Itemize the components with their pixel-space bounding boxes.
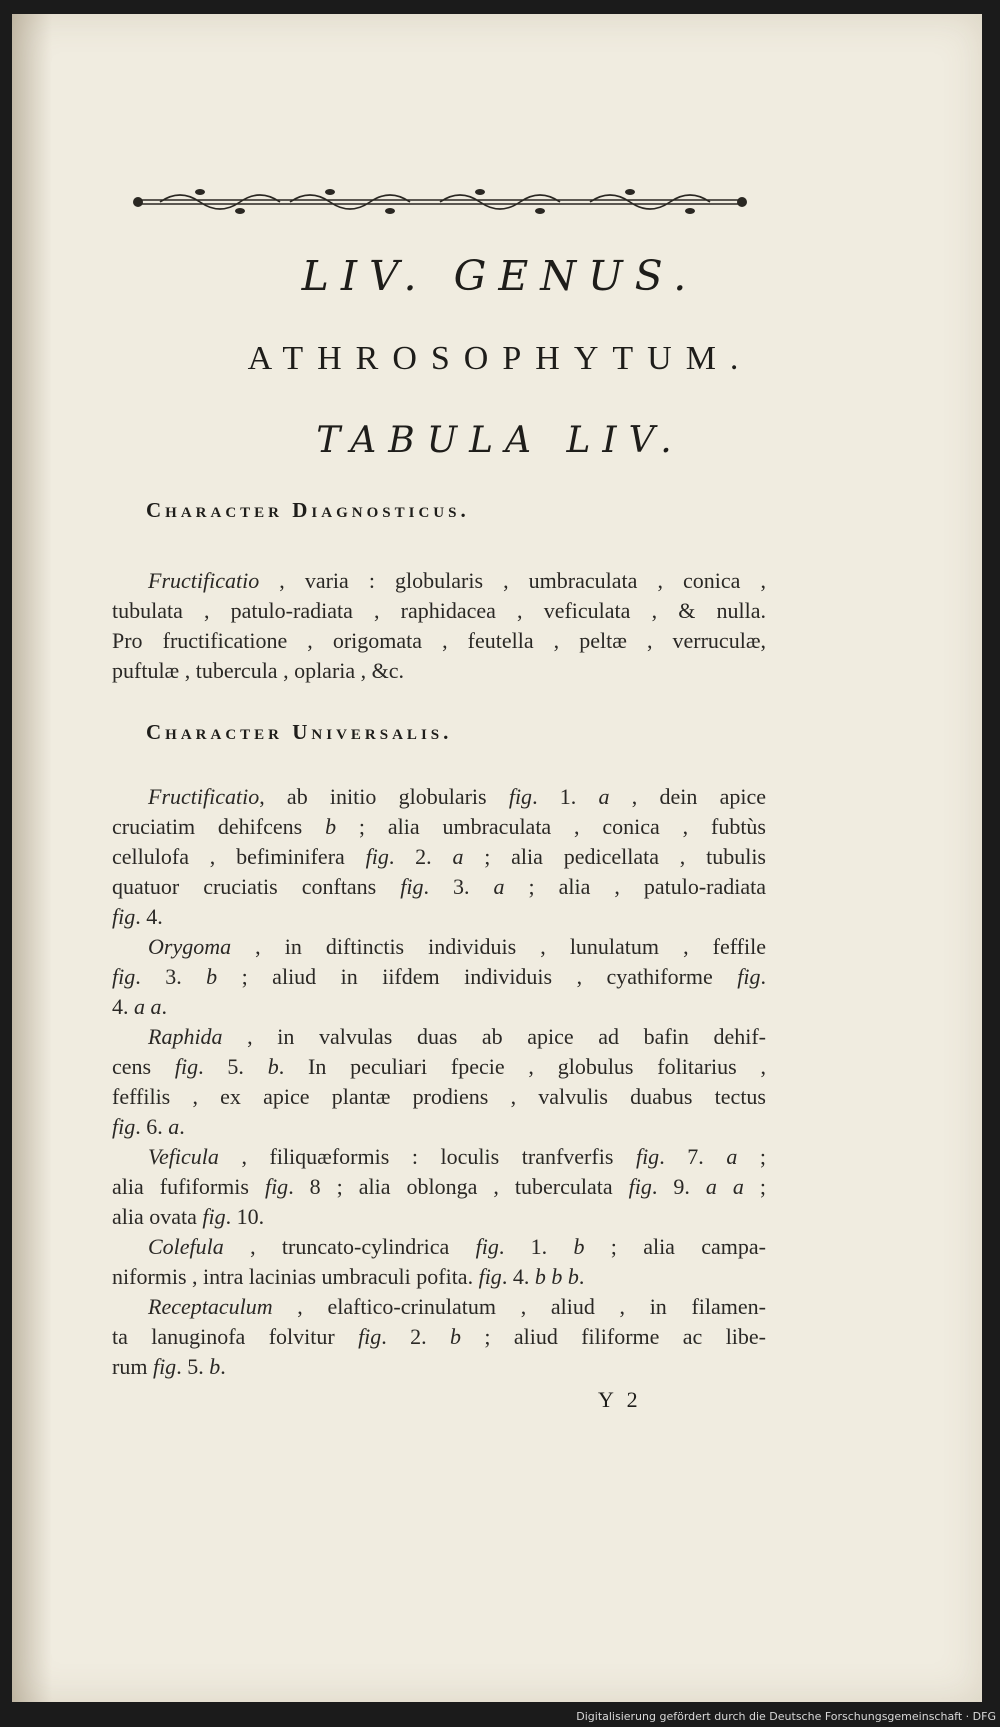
italic-term: Fructificatio (148, 568, 260, 593)
text-run: . 3. (423, 874, 494, 899)
genus-heading: LIV. GENUS. (301, 252, 699, 300)
page-number: Y 2 (598, 1387, 642, 1412)
text-line (112, 566, 766, 596)
text-run: . (161, 994, 167, 1019)
italic-term: a a (705, 1174, 744, 1199)
text-run: . 10. (225, 1204, 265, 1229)
text-line (112, 1172, 766, 1202)
text-run: , filiquæformis : loculis tranfverfis (218, 1144, 636, 1169)
text-run: . (760, 964, 767, 989)
italic-term: Veficula (148, 1144, 219, 1169)
text-run: niformis , intra lacinias umbraculi pofita. (112, 1264, 479, 1289)
text-run: puftulæ , tubercula , oplaria , &c. (112, 658, 405, 683)
text-line (112, 782, 766, 812)
italic-term: fig (112, 964, 136, 989)
text-line (112, 842, 766, 872)
text-run: , truncato-cylindrica (223, 1234, 476, 1259)
text-line (112, 1142, 766, 1172)
italic-term: a (168, 1114, 180, 1139)
italic-term: fig (358, 1324, 382, 1349)
text-run: , dein apice (609, 784, 767, 809)
text-run: , in valvulas duas ab apice ad bafin dehif- (222, 1024, 766, 1049)
diagnostic-paragraph (112, 566, 766, 686)
text-line (112, 1052, 766, 1082)
section-title-diagnosticus: Character Diagnosticus. (146, 498, 470, 522)
text-run: . 6. (135, 1114, 169, 1139)
italic-term: fig (152, 1354, 177, 1379)
text-run: rum (112, 1354, 153, 1379)
text-run: . (578, 1264, 585, 1289)
italic-term: b (206, 964, 218, 989)
text-run: ; alia pedicellata , tubulis (463, 844, 766, 869)
text-run: ; alia umbraculata , conica , fubtùs (336, 814, 766, 839)
text-run: ; aliud filiforme ac libe- (461, 1324, 767, 1349)
italic-term: b b b (534, 1264, 579, 1289)
text-run: , in diftinctis individuis , lunulatum , feffile (231, 934, 766, 959)
text-run: ; aliud in iifdem individuis , cyathiforme (217, 964, 738, 989)
text-run: . 3. (135, 964, 207, 989)
italic-term: fig (635, 1144, 660, 1169)
text-run: ; alia campa- (584, 1234, 766, 1259)
text-run: ; (737, 1144, 767, 1169)
text-run: cellulofa , befiminifera (112, 844, 366, 869)
italic-term: fig (478, 1264, 502, 1289)
text-run: . 2. (388, 844, 453, 869)
text-run: ; alia , patulo-radiata (504, 874, 766, 899)
text-run: quatuor cruciatis conftans (112, 874, 401, 899)
text-run: , varia : globularis , umbraculata , conica , (259, 568, 766, 593)
italic-term: b (209, 1354, 221, 1379)
text-run: . 8 ; alia oblonga , tuberculata (288, 1174, 629, 1199)
universal-paragraph (112, 782, 766, 1382)
italic-term: Colefula (148, 1234, 224, 1259)
text-line (112, 1322, 766, 1352)
text-run: ; (743, 1174, 766, 1199)
text-line (112, 1112, 766, 1142)
text-run: . 9. (651, 1174, 706, 1199)
text-run: alia fufiformis (112, 1174, 265, 1199)
text-line (112, 1352, 766, 1382)
digitization-credit: Digitalisierung gefördert durch die Deutsche Forschungsgemeinschaft · DFG (576, 1710, 996, 1723)
italic-term: Orygoma (148, 934, 232, 959)
italic-term: fig (628, 1174, 652, 1199)
text-line (112, 1262, 766, 1292)
italic-term: fig (737, 964, 761, 989)
italic-term: b (450, 1324, 462, 1349)
text-line (112, 1292, 766, 1322)
text-run: , ab initio globularis (259, 784, 509, 809)
text-run: . 4. (501, 1264, 535, 1289)
text-run: feffilis , ex apice plantæ prodiens , valvulis duabus tectus (112, 1084, 766, 1109)
section-title-universalis: Character Universalis. (146, 720, 453, 744)
italic-term: fig (475, 1234, 499, 1259)
genus-name-heading: ATHROSOPHYTUM. (247, 340, 753, 377)
text-line (112, 656, 766, 686)
italic-term: a a (134, 994, 162, 1019)
italic-term: Fructificatio (148, 784, 260, 809)
text-line (112, 1082, 766, 1112)
decorative-vine-ornament (130, 180, 750, 216)
italic-term: a (726, 1144, 738, 1169)
text-run: . 5. (198, 1054, 268, 1079)
plate-heading: TABULA LIV. (316, 420, 684, 461)
text-run: . 1. (498, 1234, 574, 1259)
italic-term: a (598, 784, 610, 809)
text-run: cruciatim dehifcens (112, 814, 326, 839)
text-run: . 7. (659, 1144, 727, 1169)
italic-term: Raphida (148, 1024, 223, 1049)
italic-term: fig (400, 874, 424, 899)
text-run: . 2. (381, 1324, 451, 1349)
italic-term: a (493, 874, 505, 899)
text-line (112, 626, 766, 656)
text-line (112, 932, 766, 962)
text-run: cens (112, 1054, 175, 1079)
italic-term: Receptaculum (148, 1294, 273, 1319)
italic-term: fig (174, 1054, 199, 1079)
text-run: , elaftico-crinulatum , aliud , in filamen- (272, 1294, 766, 1319)
text-line (112, 992, 766, 1022)
italic-term: fig (365, 844, 389, 869)
italic-term: fig (112, 904, 136, 929)
text-line (112, 596, 766, 626)
text-run: . In peculiari fpecie , globulus folitarius , (278, 1054, 767, 1079)
text-line (112, 872, 766, 902)
text-run: Pro fructificatione , origomata , feutella , peltæ , verruculæ, (112, 628, 766, 653)
text-line (112, 812, 766, 842)
italic-term: b (325, 814, 337, 839)
text-run: ta lanuginofa folvitur (112, 1324, 359, 1349)
text-line (112, 1232, 766, 1262)
text-run: . 5. (176, 1354, 210, 1379)
text-line (112, 962, 766, 992)
text-run: . 1. (532, 784, 599, 809)
italic-term: fig (508, 784, 533, 809)
text-run: alia ovata (112, 1204, 203, 1229)
text-run: 4. (112, 994, 134, 1019)
italic-term: a (452, 844, 464, 869)
text-run: . 4. (135, 904, 163, 929)
text-line (112, 1022, 766, 1052)
text-line (112, 1202, 766, 1232)
italic-term: fig (202, 1204, 226, 1229)
text-line (112, 902, 766, 932)
text-run: tubulata , patulo-radiata , raphidacea , veficulata , & nulla. (112, 598, 766, 623)
italic-term: fig (112, 1114, 136, 1139)
text-run: . (179, 1114, 185, 1139)
italic-term: fig (264, 1174, 289, 1199)
italic-term: b (267, 1054, 279, 1079)
italic-term: b (573, 1234, 585, 1259)
text-run: . (220, 1354, 226, 1379)
